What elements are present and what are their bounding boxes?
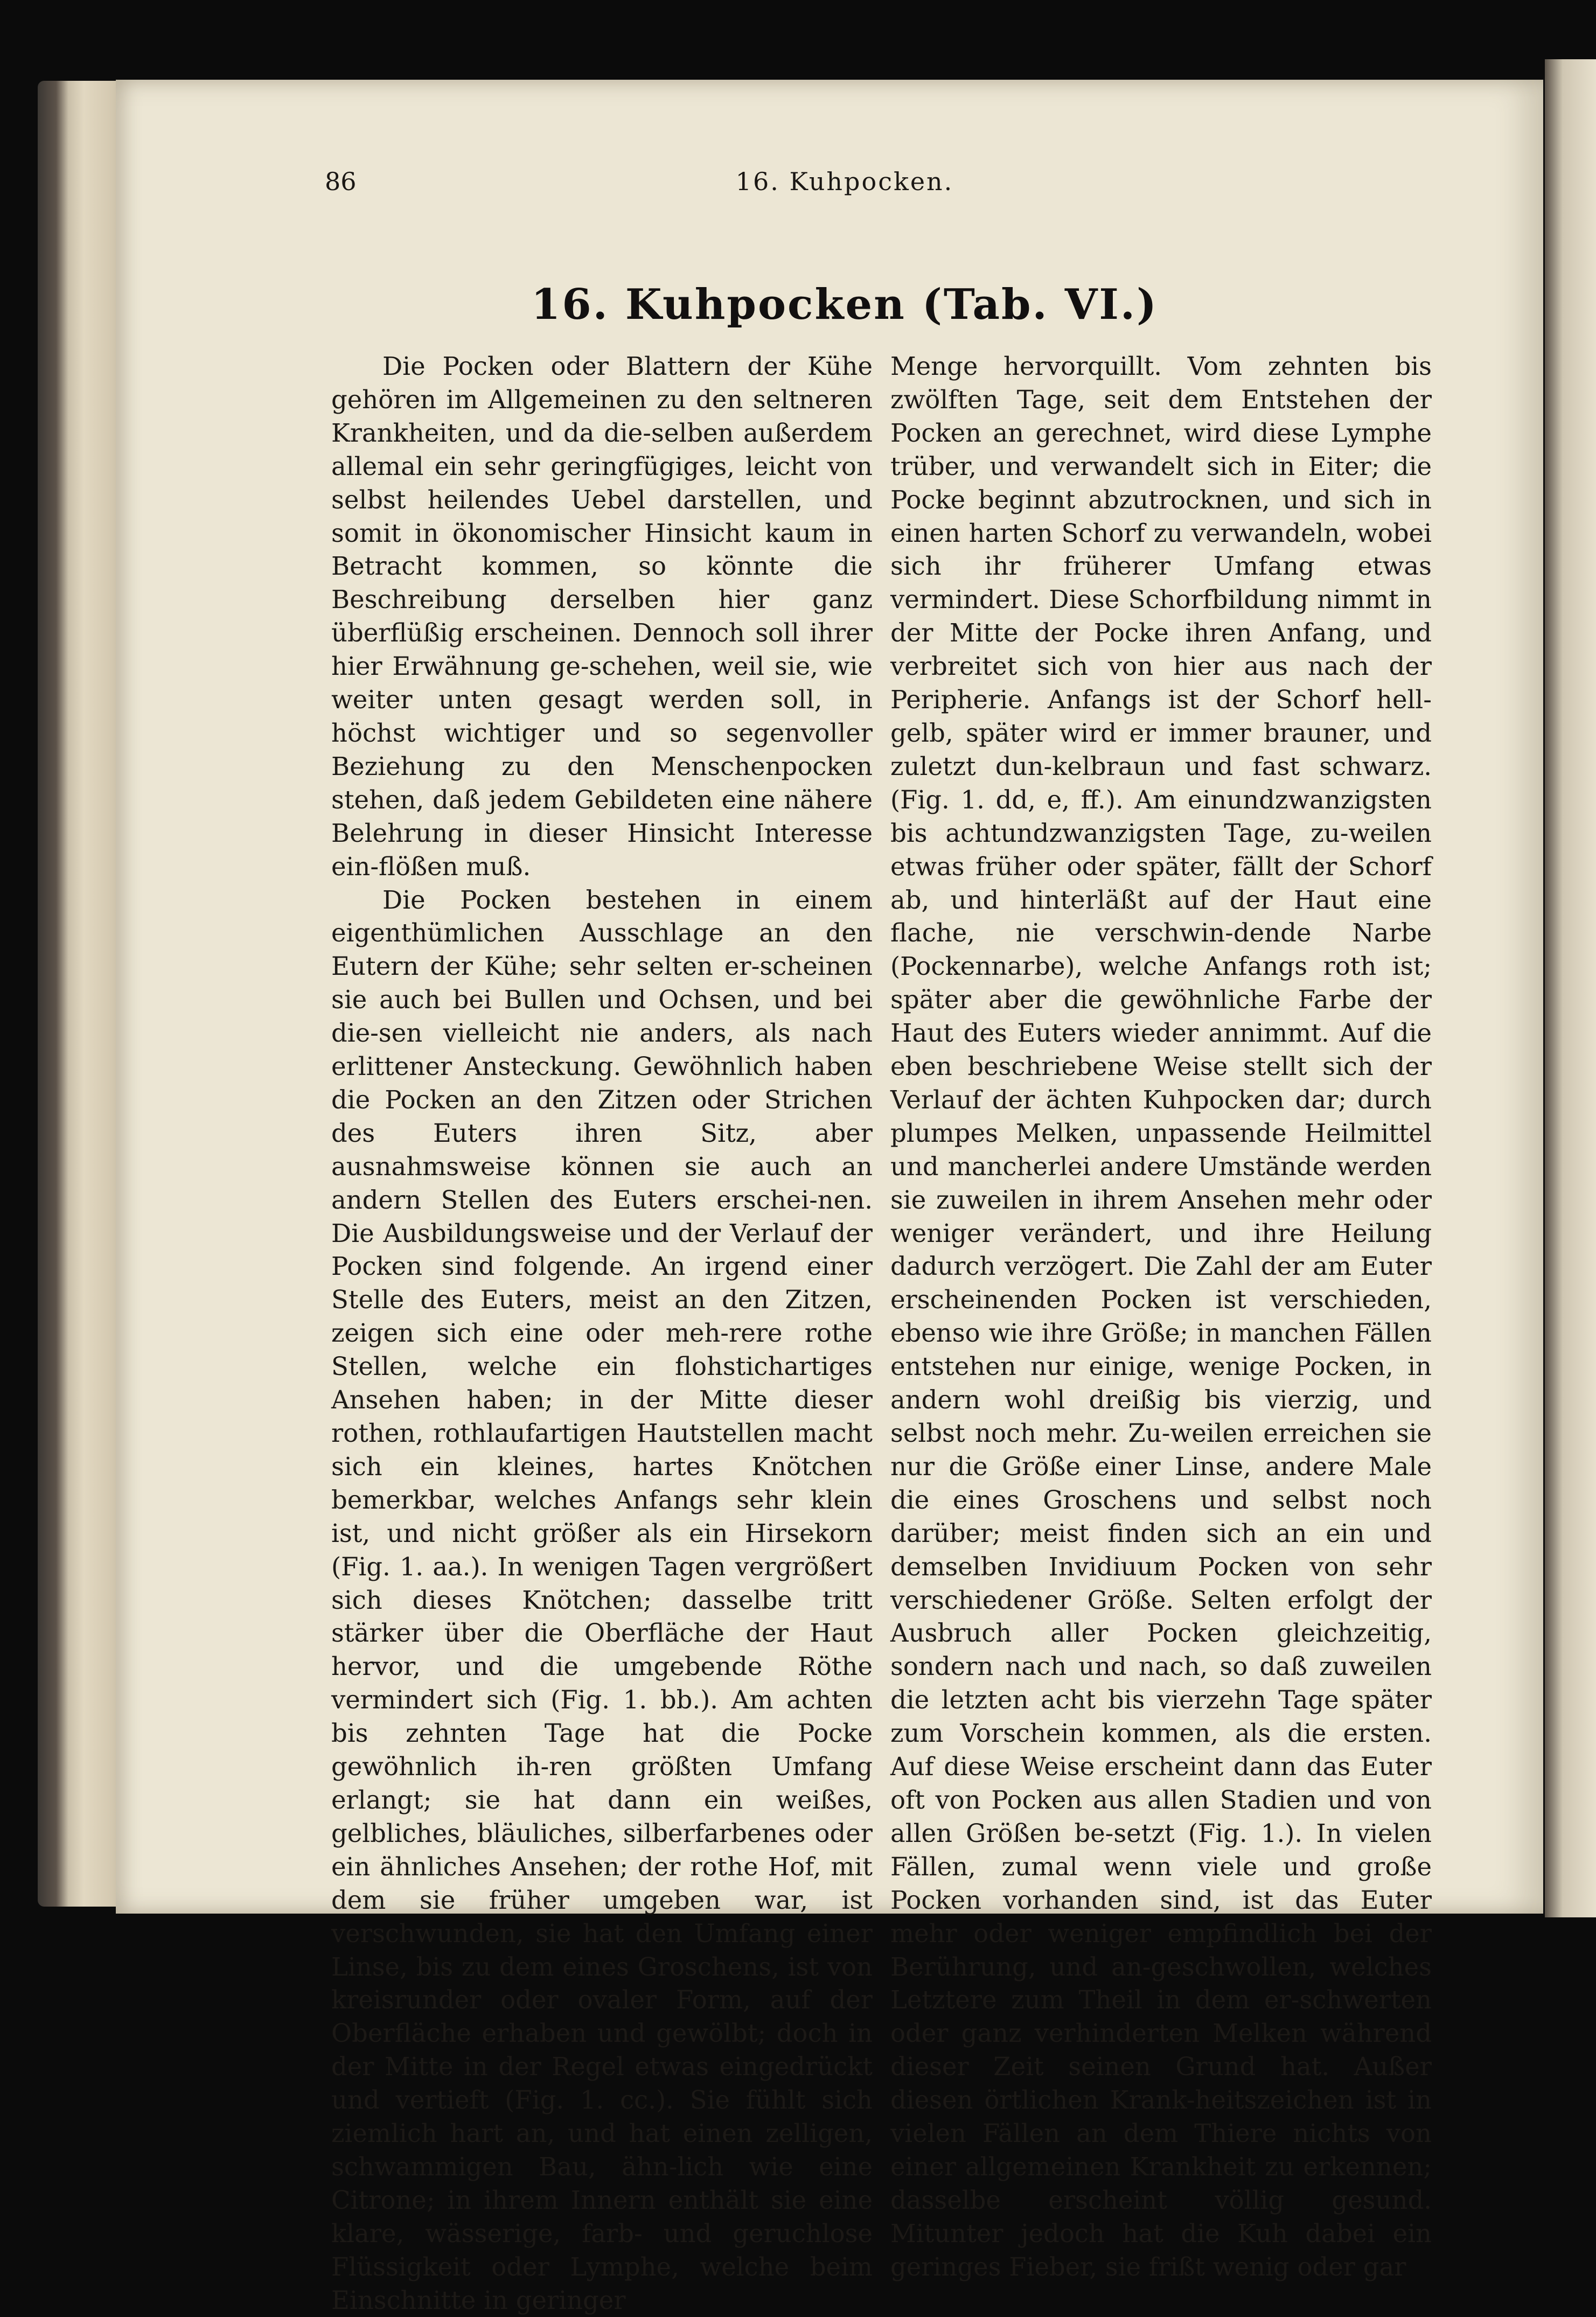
paragraph: Die Pocken oder Blattern der Kühe gehören im Allgemeinen zu den seltneren Krankheiten, und da die-selben außerdem allemal ein sehr geringfügiges, leicht von selbst heilendes Uebel darstellen, und somit in ökonomischer Hinsicht kaum in Betracht kommen, so könnte die Beschreibung derselben hier ganz überflüßig erscheinen. Dennoch soll ihrer hier Erwähnung ge-schehen, weil sie, wie weiter unten gesagt werden soll, in höchst wichtiger und so segenvoller Beziehung zu den Menschenpocken stehen, daß jedem Gebildeten eine nähere Belehrung in dieser Hinsicht Interesse ein-flößen muß. <box>331 350 873 884</box>
text-column-left <box>331 350 873 1793</box>
text-column-right <box>890 350 1432 1793</box>
running-head: 16. Kuhpocken. <box>325 167 1364 196</box>
paragraph: Die Pocken bestehen in einem eigenthümlichen Ausschlage an den Eutern der Kühe; sehr selten er-scheinen sie auch bei Bullen und Ochsen, und bei die-sen vielleicht nie anders, als nach erlittener Ansteckung. Gewöhnlich haben die Pocken an den Zitzen oder Strichen des Euters ihren Sitz, aber ausnahmsweise können sie auch an andern Stellen des Euters erschei-nen. Die Ausbildungsweise und der Verlauf der Pocken sind folgende. An irgend einer Stelle des Euters, meist an den Zitzen, zeigen sich eine oder meh-rere rothe Stellen, welche ein flohstichartiges Ansehen haben; in der Mitte dieser rothen, rothlaufartigen Hautstellen macht sich ein kleines, hartes Knötchen bemerkbar, welches Anfangs sehr klein ist, und nicht größer als ein Hirsekorn (Fig. 1. aa.). In wenigen Tagen vergrößert sich dieses Knötchen; dasselbe tritt stärker über die Oberfläche der Haut hervor, und die umgebende Röthe vermindert sich (Fig. 1. bb.). Am achten bis zehnten Tage hat die Pocke gewöhnlich ih-ren größten Umfang erlangt; sie hat dann ein weißes, gelbliches, bläuliches, silberfarbenes oder ein ähnliches Ansehen; der rothe Hof, mit dem sie früher umgeben war, ist verschwunden, sie hat den Umfang einer Linse, bis zu dem eines Groschens, ist von kreisrunder oder ovaler Form, auf der Oberfläche erhaben und gewölbt; doch in der Mitte in der Regel etwas eingedrückt und vertieft (Fig. 1. cc.). Sie fühlt sich ziemlich hart an, und hat einen zelligen, schwammigen Bau, ähn-lich wie eine Citrone; in ihrem Innern enthält sie eine klare, wässerige, farb- und geruchlose Flüssigkeit oder Lymphe, welche beim Einschnitte in geringer <box>331 884 873 2317</box>
section-title: 16. Kuhpocken (Tab. VI.) <box>325 280 1364 329</box>
paragraph: Menge hervorquillt. Vom zehnten bis zwölften Tage, seit dem Entstehen der Pocken an gerechnet, wird diese Lymphe trüber, und verwandelt sich in Eiter; die Pocke beginnt abzutrocknen, und sich in einen harten Schorf zu verwandeln, wobei sich ihr früherer Umfang etwas vermindert. Diese Schorfbildung nimmt in der Mitte der Pocke ihren Anfang, und verbreitet sich von hier aus nach der Peripherie. Anfangs ist der Schorf hell-gelb, später wird er immer brauner, und zuletzt dun-kelbraun und fast schwarz. (Fig. 1. dd, e, ff.). Am einundzwanzigsten bis achtundzwanzigsten Tage, zu-weilen etwas früher oder später, fällt der Schorf ab, und hinterläßt auf der Haut eine flache, nie verschwin-dende Narbe (Pockennarbe), welche Anfangs roth ist; später aber die gewöhnliche Farbe der Haut des Euters wieder annimmt. Auf die eben beschriebene Weise stellt sich der Verlauf der ächten Kuhpocken dar; durch plumpes Melken, unpassende Heilmittel und mancherlei andere Umstände werden sie zuweilen in ihrem Ansehen mehr oder weniger verändert, und ihre Heilung dadurch verzögert. Die Zahl der am Euter erscheinenden Pocken ist verschieden, ebenso wie ihre Größe; in manchen Fällen entstehen nur einige, wenige Pocken, in andern wohl dreißig bis vierzig, und selbst noch mehr. Zu-weilen erreichen sie nur die Größe einer Linse, andere Male die eines Groschens und selbst noch darüber; meist finden sich an ein und demselben Invidiuum Pocken von sehr verschiedener Größe. Selten erfolgt der Ausbruch aller Pocken gleichzeitig, sondern nach und nach, so daß zuweilen die letzten acht bis vierzehn Tage später zum Vorschein kommen, als die ersten. Auf diese Weise erscheint dann das Euter oft von Pocken aus allen Stadien und von allen Größen be-setzt (Fig. 1.). In vielen Fällen, zumal wenn viele und große Pocken vorhanden sind, ist das Euter mehr oder weniger empfindlich bei der Berührung, und an-geschwollen, welches Letztere zum Theil in dem er-schwerten oder ganz verhinderten Melken während dieser Zeit seinen Grund hat. Außer diesen örtlichen Krank-heitszeichen ist in vielen Fällen an dem Thiere nichts von einer allgemeinen Krankheit zu erkennen; dasselbe erscheint völlig gesund. Mitunter jedoch hat die Kuh dabei ein geringes Fieber, sie frißt wenig oder gar <box>890 350 1432 2284</box>
page-header <box>325 167 1364 210</box>
facing-page-edge <box>1545 59 1596 1917</box>
page-number: 86 <box>325 167 357 196</box>
